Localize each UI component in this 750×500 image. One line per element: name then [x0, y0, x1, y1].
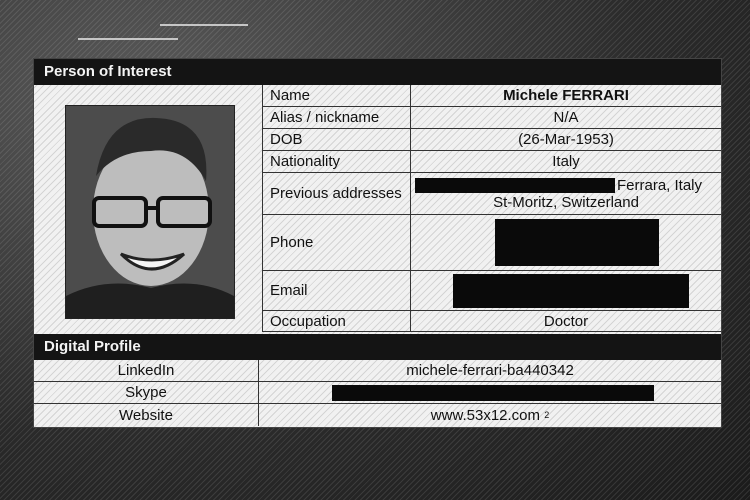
website-footnote: 2 — [544, 410, 550, 420]
website-text: www.53x12.com — [430, 406, 541, 424]
value-nationality: Italy — [552, 153, 580, 170]
row-dob — [262, 129, 721, 151]
value-occupation: Doctor — [543, 312, 589, 330]
person-of-interest-header: Person of Interest — [34, 59, 721, 85]
decorative-line — [160, 24, 248, 26]
value-dob: (26-Mar-1953) — [518, 131, 614, 148]
row-name — [262, 85, 721, 107]
redaction-bar — [332, 385, 654, 401]
redaction-bar — [453, 274, 689, 308]
redaction-bar — [495, 219, 659, 266]
address-line-1: Ferrara, Italy — [617, 176, 703, 194]
value-linkedin: michele-ferrari-ba440342 — [406, 362, 574, 379]
label-alias: Alias / nickname — [262, 107, 411, 128]
label-skype: Skype — [34, 382, 259, 403]
redaction-bar — [415, 178, 615, 193]
person-card — [33, 58, 722, 428]
row-website — [34, 404, 721, 426]
value-phone — [411, 215, 721, 270]
label-dob: DOB — [262, 129, 411, 150]
label-website: Website — [34, 404, 259, 426]
label-email: Email — [262, 271, 411, 310]
row-linkedin — [34, 360, 721, 382]
value-website — [259, 404, 721, 426]
label-linkedin: LinkedIn — [34, 360, 259, 381]
label-nationality: Nationality — [262, 151, 411, 172]
label-occupation: Occupation — [262, 311, 411, 331]
value-email — [411, 271, 721, 310]
value-previous-addresses — [411, 173, 721, 214]
label-previous-addresses: Previous addresses — [262, 173, 411, 214]
label-name: Name — [262, 85, 411, 106]
value-skype — [259, 382, 721, 403]
portrait-photo — [65, 105, 235, 319]
row-occupation — [262, 311, 721, 332]
row-alias — [262, 107, 721, 129]
value-alias: N/A — [553, 109, 579, 126]
label-phone: Phone — [262, 215, 411, 270]
row-nationality — [262, 151, 721, 173]
row-skype — [34, 382, 721, 404]
row-phone — [262, 215, 721, 271]
row-previous-addresses — [262, 173, 721, 215]
value-name: Michele FERRARI — [503, 87, 629, 104]
digital-profile-header: Digital Profile — [34, 334, 721, 360]
decorative-line — [78, 38, 178, 40]
row-email — [262, 271, 721, 311]
address-line-2: St-Moritz, Switzerland — [493, 193, 639, 211]
